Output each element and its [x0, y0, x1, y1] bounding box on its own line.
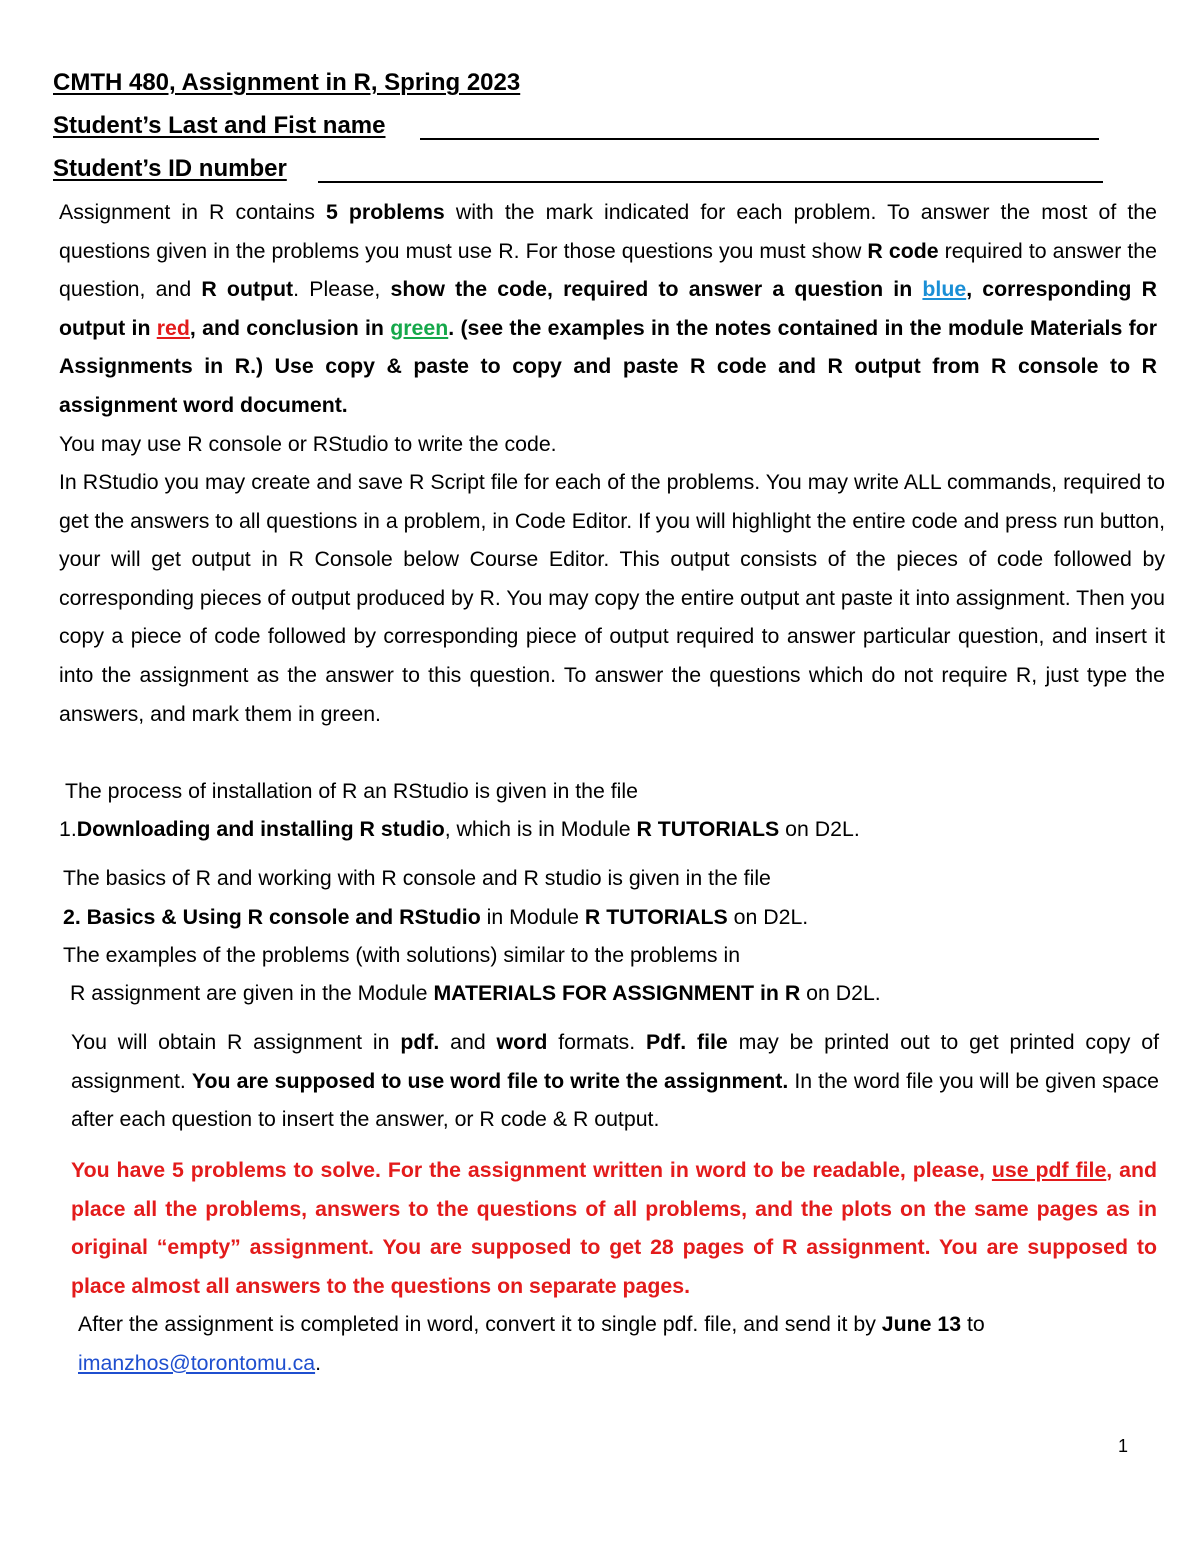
assignment-title: CMTH 480, Assignment in R, Spring 2023: [53, 69, 521, 96]
rstudio-paragraph: In RStudio you may create and save R Script file for each of the problems. You may write ALL commands, required to get the answers to all questions in a problem, in Code Editor. If you will highlight the entire code and press run button, your will get output in R Console below Course Editor. This output consists of the pieces of code followed by corresponding pieces of output produced by R. You may copy the entire output ant paste it into assignment. Then you copy a piece of code followed by corresponding piece of output required to answer particular question, and insert it into the assignment as the answer to this question. To answer the questions which do not require R, just type the answers, and mark them in green.: [59, 470, 1165, 726]
basics-line: The basics of R and working with R console and R studio is given in the file: [63, 866, 771, 890]
intro-paragraph: Assignment in R contains 5 problems with the mark indicated for each problem. To answer the most of the questions given in the problems you must use R. For those questions you must show R code required to answer the question, and R output. Please, show the code, required to answer a question in blue, corresponding R output in red, and conclusion in green. (see the examples in the notes contained in the module Materials for Assignments in R.) Use copy & paste to copy and paste R code and R output from R console to R assignment word document.: [59, 200, 1157, 417]
instructor-email-link[interactable]: imanzhos@torontomu.ca: [78, 1350, 316, 1375]
basics-file-line: 2. Basics & Using R console and RStudio in Module R TUTORIALS on D2L.: [63, 905, 809, 929]
install-file-line: 1.Downloading and installing R studio, which is in Module R TUTORIALS on D2L.: [59, 817, 860, 841]
submission-paragraph: After the assignment is completed in word, convert it to single pdf. file, and send it by June 13 to imanzhos@torontomu.ca.: [78, 1312, 985, 1375]
red-keyword: red: [156, 315, 190, 340]
student-id-blank-line: [318, 181, 1103, 183]
use-pdf-file-emphasis: use pdf file: [991, 1158, 1107, 1182]
examples-line: The examples of the problems (with solutions) similar to the problems in: [63, 943, 741, 967]
console-line: You may use R console or RStudio to write the code.: [59, 432, 557, 456]
green-keyword: green: [390, 315, 449, 340]
warning-paragraph: You have 5 problems to solve. For the assignment written in word to be readable, please, use pdf file, and place all the problems, answers to the questions of all problems, and the plots on the same pages as in original “empty” assignment. You are supposed to get 28 pages of R assignment. You are supposed to place almost all answers to the questions on separate pages.: [71, 1158, 1157, 1298]
student-id-label: Student’s ID number: [53, 155, 287, 182]
examples-module-line: R assignment are given in the Module MATERIALS FOR ASSIGNMENT in R on D2L.: [70, 981, 881, 1005]
student-name-label: Student’s Last and Fist name: [53, 112, 386, 139]
blue-keyword: blue: [922, 277, 967, 302]
page-number: 1: [1118, 1436, 1129, 1456]
install-line: The process of installation of R an RStudio is given in the file: [65, 779, 638, 803]
formats-paragraph: You will obtain R assignment in pdf. and word formats. Pdf. file may be printed out to get printed copy of assignment. You are supposed to use word file to write the assignment. In the word file you will be given space after each question to insert the answer, or R code & R output.: [71, 1030, 1159, 1132]
student-name-blank-line: [420, 138, 1099, 140]
